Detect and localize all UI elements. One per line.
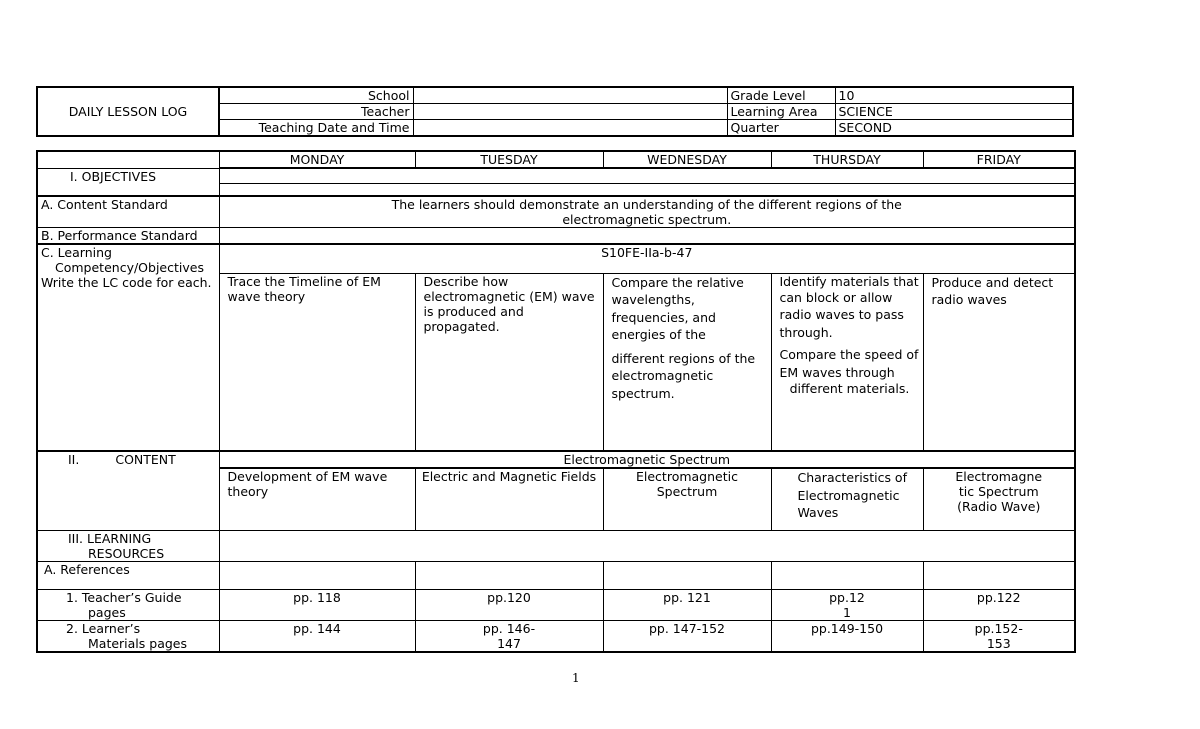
lm-pages-tuesday-line1: pp. 146-	[482, 620, 536, 636]
date-value	[413, 120, 727, 137]
learning-area-label: Learning Area	[727, 104, 835, 120]
day-header: TUESDAY	[415, 151, 603, 168]
quarter-value: SECOND	[835, 120, 1073, 137]
objectives-blank-1	[219, 168, 1075, 183]
objective-thursday	[771, 273, 923, 451]
content-friday-line1: Electromagne	[955, 469, 1043, 484]
competency-label-line1: C. Learning	[41, 245, 112, 260]
content-friday-line2: tic Spectrum	[958, 484, 1039, 499]
references-wednesday	[603, 561, 771, 589]
content-wednesday: Electromagnetic Spectrum	[603, 468, 771, 530]
performance-standard-label: B. Performance Standard	[37, 228, 219, 245]
lm-pages-tuesday	[415, 620, 603, 652]
school-label: School	[219, 87, 413, 104]
competency-label	[37, 244, 219, 451]
day-header: FRIDAY	[923, 151, 1075, 168]
learners-materials-line1: 2. Learner’s	[66, 620, 141, 636]
objective-thursday-part4: different materials.	[789, 381, 910, 396]
objective-thursday-part3: Compare the speed of EM waves through	[779, 347, 919, 380]
teachers-guide-line2: pages	[88, 604, 126, 620]
objective-thursday-part2: can block or allow radio waves to pass through.	[779, 289, 904, 340]
references-tuesday	[415, 561, 603, 589]
learners-materials-label	[37, 620, 219, 652]
objective-wednesday-part2: different regions of the electromagnetic spectrum.	[611, 350, 756, 401]
teachers-guide-label	[37, 589, 219, 620]
lesson-table	[36, 150, 1076, 653]
resources-heading-line2: RESOURCES	[88, 545, 165, 561]
lc-code: S10FE-IIa-b-47	[219, 244, 1075, 273]
objective-wednesday	[603, 273, 771, 451]
tg-pages-friday: pp.122	[923, 589, 1075, 620]
lm-pages-friday	[923, 620, 1075, 652]
tg-pages-wednesday: pp. 121	[603, 589, 771, 620]
teachers-guide-line1: 1. Teacher’s Guide	[66, 589, 182, 605]
content-standard-text: The learners should demonstrate an understanding of the different regions of the electromagnetic spectrum.	[219, 196, 1075, 228]
competency-label-line3: Write the LC code for each.	[41, 275, 212, 290]
lm-pages-tuesday-line2: 147	[497, 635, 521, 651]
page-number: 1	[572, 671, 580, 685]
competency-label-line2: Competency/Objectives	[55, 260, 204, 275]
day-header: WEDNESDAY	[603, 151, 771, 168]
objectives-blank-2	[219, 183, 1075, 196]
tg-pages-thursday	[771, 589, 923, 620]
content-friday-line3: (Radio Wave)	[957, 499, 1041, 514]
lm-pages-wednesday: pp. 147-152	[603, 620, 771, 652]
references-thursday	[771, 561, 923, 589]
content-friday	[923, 468, 1075, 530]
date-label: Teaching Date and Time	[219, 120, 413, 137]
content-tuesday: Electric and Magnetic Fields	[415, 468, 603, 530]
content-thursday-text: Characteristics of Electromagnetic Waves	[797, 470, 907, 520]
performance-standard-value	[219, 228, 1075, 245]
header-table	[36, 86, 1074, 137]
resources-heading	[37, 530, 219, 561]
content-thursday	[771, 468, 923, 530]
objective-thursday-part1: Identify materials that	[779, 273, 919, 289]
references-label: A. References	[37, 561, 219, 589]
quarter-label: Quarter	[727, 120, 835, 137]
log-title: DAILY LESSON LOG	[37, 87, 219, 136]
lm-pages-thursday: pp.149-150	[771, 620, 923, 652]
day-header: THURSDAY	[771, 151, 923, 168]
resources-blank	[219, 530, 1075, 561]
school-value	[413, 87, 727, 104]
learners-materials-line2: Materials pages	[88, 635, 187, 651]
resources-heading-line1: III. LEARNING	[68, 530, 152, 546]
lm-pages-friday-line2: 153	[986, 635, 1011, 651]
teacher-label: Teacher	[219, 104, 413, 120]
references-friday	[923, 561, 1075, 589]
objective-wednesday-part1: Compare the relative wavelengths, frequencies, and energies of the	[611, 274, 744, 342]
content-heading-label: CONTENT	[115, 452, 176, 467]
grade-level-label: Grade Level	[727, 87, 835, 104]
tg-pages-monday: pp. 118	[219, 589, 415, 620]
content-standard-label: A. Content Standard	[37, 196, 219, 228]
teacher-value	[413, 104, 727, 120]
content-heading-number: II.	[68, 452, 80, 467]
references-monday	[219, 561, 415, 589]
objective-tuesday: Describe how electromagnetic (EM) wave is produced and propagated.	[415, 273, 603, 451]
grade-level-value: 10	[835, 87, 1073, 104]
content-topic: Electromagnetic Spectrum	[219, 451, 1075, 468]
tg-pages-tuesday: pp.120	[415, 589, 603, 620]
content-monday: Development of EM wave theory	[219, 468, 415, 530]
tg-pages-thursday-line1: pp.12	[829, 589, 865, 605]
lm-pages-monday: pp. 144	[219, 620, 415, 652]
tg-pages-thursday-line2: 1	[843, 604, 851, 620]
objectives-heading: I. OBJECTIVES	[37, 168, 219, 196]
blank-corner	[37, 151, 219, 168]
objective-monday: Trace the Timeline of EM wave theory	[219, 273, 415, 451]
content-heading	[37, 451, 219, 530]
day-header: MONDAY	[219, 151, 415, 168]
learning-area-value: SCIENCE	[835, 104, 1073, 120]
objective-friday: Produce and detect radio waves	[923, 273, 1075, 451]
lm-pages-friday-line1: pp.152-	[974, 620, 1023, 636]
